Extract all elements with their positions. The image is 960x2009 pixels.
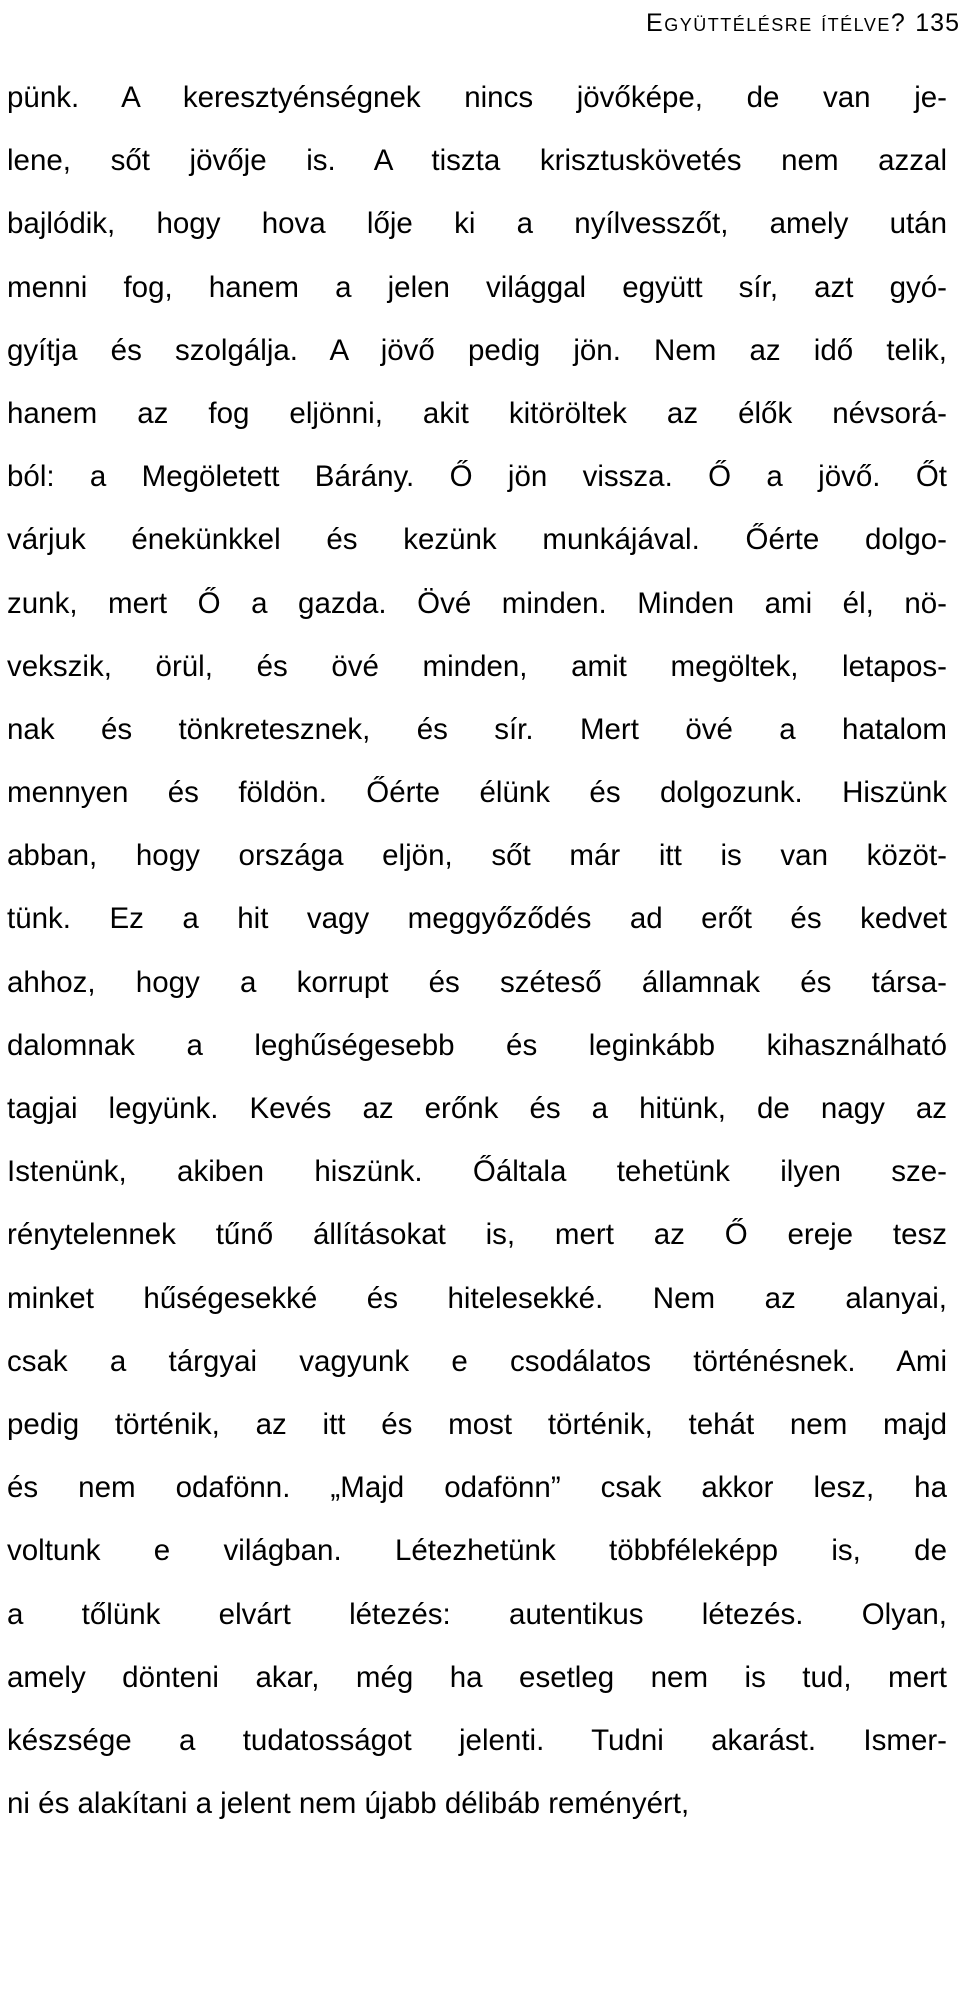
- text-line: menni fog, hanem a jelen világgal együtt sír, azt gyó-: [7, 270, 947, 304]
- text-line: csak a tárgyai vagyunk e csodálatos történésnek. Ami: [7, 1344, 947, 1378]
- text-line: amely dönteni akar, még ha esetleg nem is tud, mert: [7, 1660, 947, 1694]
- text-line: tagjai legyünk. Kevés az erőnk és a hitünk, de nagy az: [7, 1092, 947, 1125]
- text-line: tünk. Ez a hit vagy meggyőződés ad erőt és kedvet: [7, 902, 947, 936]
- text-line: vekszik, örül, és övé minden, amit megöltek, letapos-: [7, 649, 947, 683]
- text-line: pünk. A keresztyénségnek nincs jövőképe, de van je-: [7, 81, 947, 114]
- text-line: és nem odafönn. „Majd odafönn” csak akkor lesz, ha: [7, 1471, 947, 1505]
- text-line: bajlódik, hogy hova lője ki a nyílvesszőt, amely után: [7, 207, 947, 241]
- text-line: abban, hogy országa eljön, sőt már itt is van közöt-: [7, 839, 947, 873]
- text-line: ni és alakítani a jelent nem újabb délibáb reményért,: [7, 1787, 690, 1821]
- text-line: minket hűségesekké és hitelesekké. Nem az alanyai,: [7, 1281, 947, 1315]
- text-line: a tőlünk elvárt létezés: autentikus létezés. Olyan,: [7, 1597, 947, 1631]
- text-line: ból: a Megöletett Bárány. Ő jön vissza. Ő a jövő. Őt: [7, 460, 947, 494]
- body-text: [7, 66, 947, 1835]
- text-line: rénytelennek tűnő állításokat is, mert az Ő ereje tesz: [7, 1218, 947, 1252]
- text-line: Istenünk, akiben hiszünk. Őáltala tehetünk ilyen sze-: [7, 1155, 947, 1189]
- text-line: hanem az fog eljönni, akit kitöröltek az élők névsorá-: [7, 396, 947, 430]
- text-line: zunk, mert Ő a gazda. Övé minden. Minden ami él, nö-: [7, 586, 947, 620]
- running-header: [0, 4, 960, 42]
- text-line: ahhoz, hogy a korrupt és széteső államnak és társa-: [7, 965, 947, 999]
- text-line: várjuk énekünkkel és kezünk munkájával. Őérte dolgo-: [7, 523, 947, 557]
- chapter-title: Együttélésre ítélve?: [646, 9, 907, 37]
- text-line: voltunk e világban. Létezhetünk többféleképp is, de: [7, 1534, 947, 1568]
- text-line: lene, sőt jövője is. A tiszta krisztuskövetés nem azzal: [7, 144, 947, 178]
- text-line: pedig történik, az itt és most történik, tehát nem majd: [7, 1407, 947, 1441]
- text-line: mennyen és földön. Őérte élünk és dolgozunk. Hiszünk: [7, 776, 947, 810]
- text-line: nak és tönkretesznek, és sír. Mert övé a hatalom: [7, 712, 947, 746]
- text-line: dalomnak a leghűségesebb és leginkább kihasználható: [7, 1028, 947, 1062]
- page-number: 135: [915, 9, 960, 37]
- text-line: készsége a tudatosságot jelenti. Tudni akarást. Ismer-: [7, 1723, 947, 1757]
- text-line: gyítja és szolgálja. A jövő pedig jön. Nem az idő telik,: [7, 333, 947, 367]
